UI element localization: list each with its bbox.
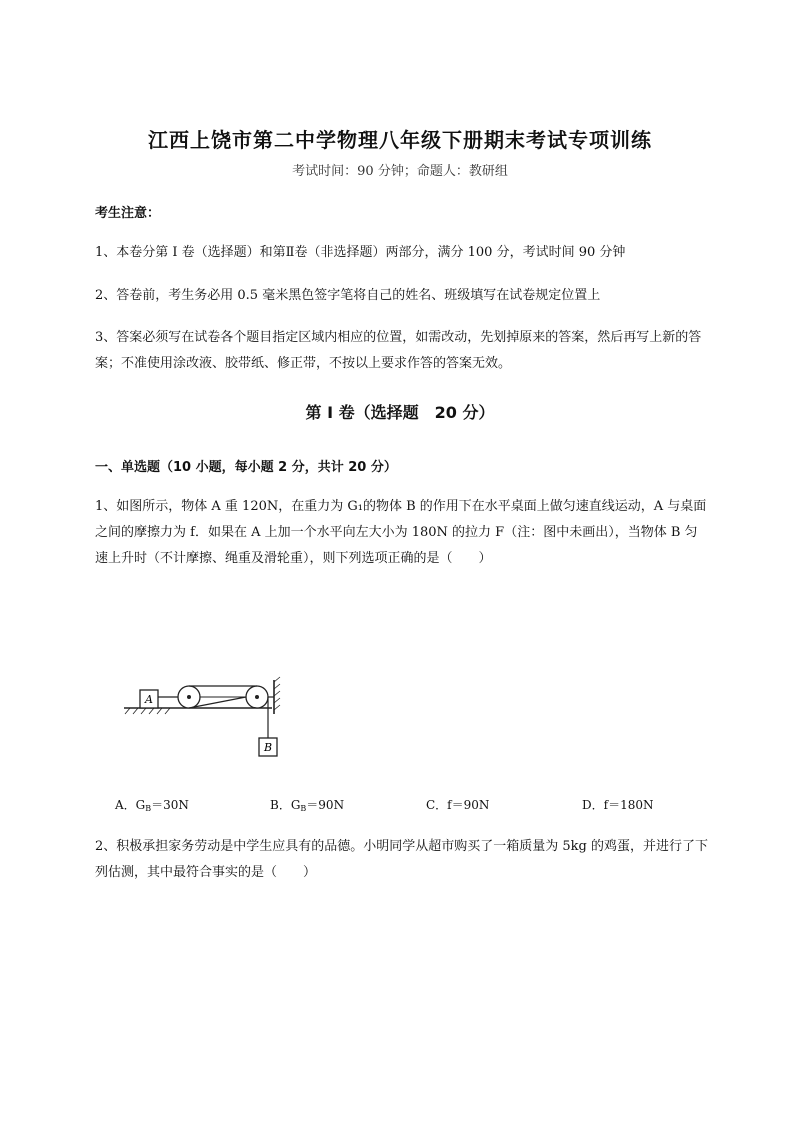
question-1-text: 1、如图所示，物体 A 重 120N，在重力为 G₁的物体 B 的作用下在水平桌面上做匀速直线运动，A 与桌面之间的摩擦力为 f．如果在 A 上加一个水平向左大小为 180N 的拉力 F（注：图中未画出），当物体 B 匀速上升时（不计摩擦、绳重及滑轮重），则下列选项正确的是（ ） — [95, 499, 707, 566]
table-hatching — [125, 708, 170, 714]
section-title: 第 I 卷（选择题 20 分） — [305, 403, 495, 422]
exam-subtitle: 考试时间：90 分钟；命题人：教研组 — [292, 164, 508, 179]
option-a-value: ＝30N — [151, 798, 189, 812]
exam-title: 江西上饶市第二中学物理八年级下册期末考试专项训练 — [148, 128, 652, 152]
block-a-label: A — [145, 693, 153, 706]
fixed-pulley-axle — [255, 695, 259, 699]
option-b-value: ＝90N — [306, 798, 345, 812]
option-d[interactable]: D．f＝180N — [582, 798, 654, 812]
option-c[interactable]: C．f＝90N — [426, 798, 490, 812]
notice-heading: 考生注意： — [95, 206, 161, 221]
notice-item-1: 1、本卷分第 I 卷（选择题）和第Ⅱ卷（非选择题）两部分，满分 100 分，考试时间 90 分钟 — [95, 245, 626, 260]
notice-item-2: 2、答卷前，考生务必用 0.5 毫米黑色签字笔将自己的姓名、班级填写在试卷规定位置上 — [95, 288, 601, 303]
option-a[interactable] — [115, 796, 189, 813]
movable-pulley-axle — [187, 695, 191, 699]
option-a-subscript: B — [145, 804, 152, 813]
wall-hatching — [274, 677, 280, 710]
question-2-text: 2、积极承担家务劳动是中学生应具有的品德。小明同学从超市购买了一箱质量为 5kg 的鸡蛋，并进行了下列估测，其中最符合事实的是（ ） — [95, 839, 709, 880]
option-b[interactable] — [270, 796, 344, 813]
part-heading: 一、单选题（10 小题，每小题 2 分，共计 20 分） — [95, 460, 397, 475]
option-b-subscript: B — [300, 804, 307, 813]
option-b-prefix: B．G — [270, 798, 301, 812]
pulley-diagram — [122, 672, 292, 767]
notice-item-3: 3、答案必须写在试卷各个题目指定区域内相应的位置，如需改动，先划掉原来的答案，然后再写上新的答案；不准使用涂改液、胶带纸、修正带，不按以上要求作答的答案无效。 — [95, 330, 702, 371]
option-a-prefix: A．G — [115, 798, 146, 812]
question-1-options — [95, 796, 715, 816]
block-b-label: B — [263, 741, 273, 754]
